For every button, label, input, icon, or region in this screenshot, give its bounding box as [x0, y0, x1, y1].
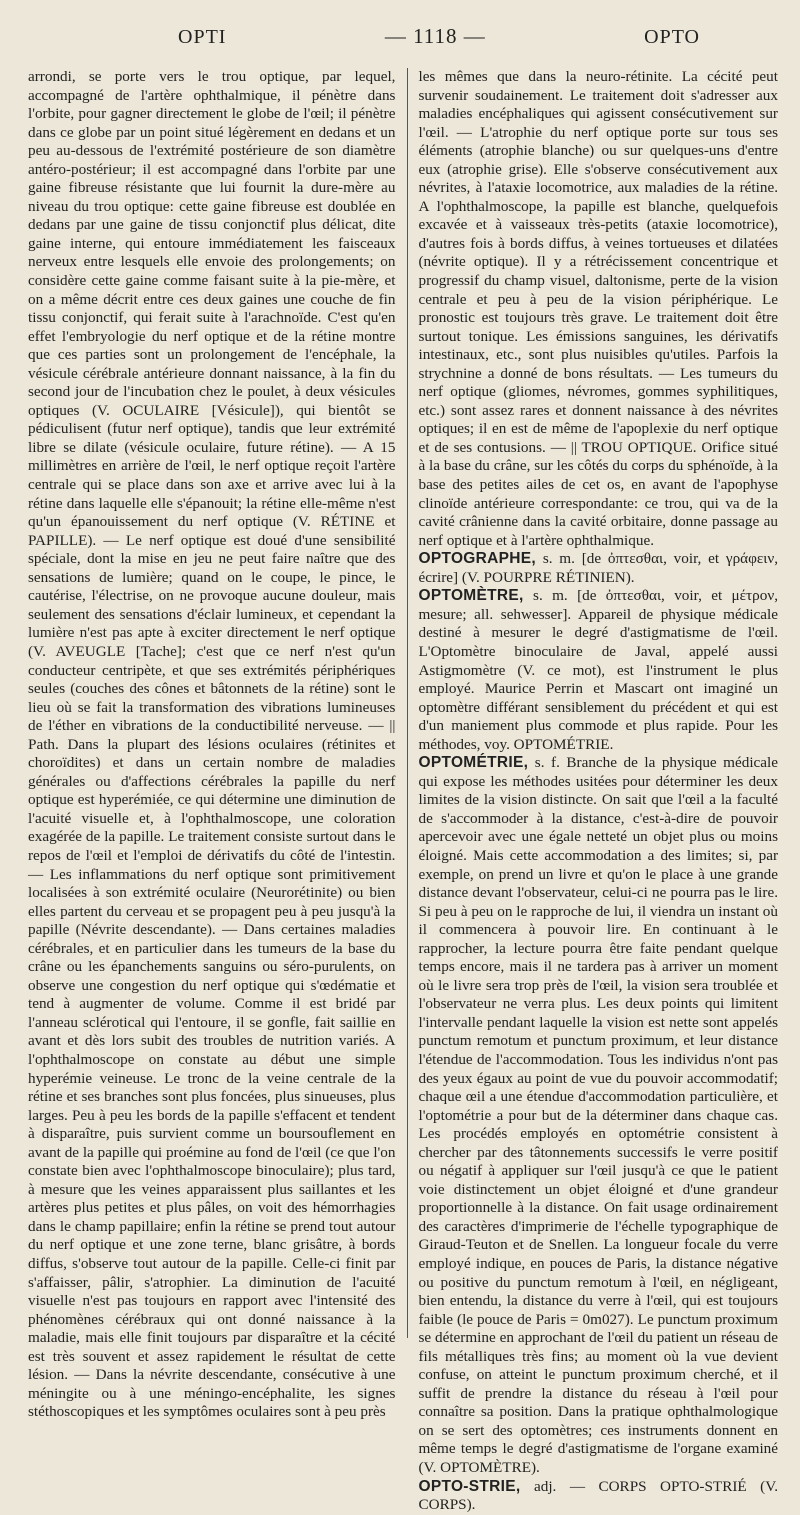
header-left-word: OPTI [178, 26, 227, 48]
right-column [407, 68, 779, 1514]
entry-optometrie [418, 754, 778, 1477]
right-column-continuation: les mêmes que dans la neuro-rétinite. La cécité peut survenir soudainement. Le traitement doit s'adresser aux maladies encéphaliques qui agissent consécutivement sur l'œil. — L'atrophie du nerf optique porte sur tous ses éléments (atrophie blanche) ou sur quelques-uns d'entre eux (atrophie grise). Elle s'observe consécutivement aux névrites, à l'ataxie locomotrice, aux maladies de la rétine. A l'ophthalmoscope, la papille est blanche, quelquefois excavée et à vaisseaux très-petits (ataxie locomotrice), d'autres fois à bords diffus, à veines tortueuses et dilatées (névrite optique). Il y a rétrécissement concentrique et progressif du champ visuel, daltonisme, perte de la vision centrale et peu à peu de la vision périphérique. Le pronostic est toujours très grave. Le traitement doit être surtout tonique. Les émissions sanguines, les dérivatifs intestinaux, etc., sont plus nuisibles qu'utiles. Parfois la strychnine a donné de bons résultats. — Les tumeurs du nerf optique (gliomes, névromes, gommes syphilitiques, etc.) sont assez rares et donnent naissance à des névrites optiques; il en est de même de l'apoplexie du nerf optique et de ses contusions. — || TROU OPTIQUE. Orifice situé à la base du crâne, sur les côtés du corps du sphénoïde, à la base des petites ailes de cet os, en avant de l'apophyse clinoïde antérieure correspondante: ce trou, qui va de la cavité crânienne dans la cavité orbitaire, donne passage au nerf optique et à l'artère ophthalmique. [418, 68, 778, 549]
entry-body-optometrie: s. f. Branche de la physique médicale qui expose les méthodes usitées pour déterminer les deux limites de la vision distincte. On sait que l'œil a la faculté de s'accommoder à la distance, c'est-à-dire de pouvoir apercevoir avec une égale netteté un objet plus ou moins éloigné. Mais cette accommodation a des limites; si, par exemple, on prend un livre et qu'on le place à une grande distance devant l'observateur, celui-ci ne pourra pas le lire. Si peu à peu on le rapproche de lui, il viendra un instant où il commencera à pouvoir lire. En continuant à le rapprocher, la lecture pourra être faite pendant quelque temps encore, mais il ne tardera pas à arriver un moment où le livre sera trop près de l'œil, la vision sera troublée et l'observateur ne verra plus. Les deux points qui limitent l'intervalle pendant laquelle la vision est nette sont appelés punctum remotum et punctum proximum, et leur distance l'étendue de l'accommodation. Tous les individus n'ont pas des yeux égaux au point de vue du pouvoir accommodatif; chaque œil a une étendue d'accommodation particulière, et l'optométrie a pour but de la déterminer dans chaque cas. Les procédés employés en optométrie consistent à chercher par des tâtonnements successifs le verre positif ou négatif à appliquer sur l'œil jusqu'à ce que le patient voie distinctement un objet éloigné et d'une grandeur proportionnelle à la distance. On fait usage ordinairement des caractères d'imprimerie de l'échelle typographique de Giraud-Teuton et de Snellen. La longueur focale du verre employé indique, en pouces de Paris, la distance négative ou positive du punctum remotum à l'œil, en négligeant, bien entendu, la distance du verre à l'œil, qui est toujours faible (le pouce de Paris = 0m027). Le punctum proximum se détermine en approchant de l'œil du patient un réseau de fils métalliques très fins; au moment où la vue devient confuse, on atteint le punctum proximum cherché, et il suffit de prendre la distance du réseau à l'œil pour connaître sa position. Dans la pratique ophthalmologique on se sert des optomètres; ces instruments donnent en même temps le degré d'astigmatisme de l'organe examiné (V. OPTOMÈTRE). [418, 754, 778, 1477]
headword-optometrie: OPTOMÉTRIE, [418, 754, 529, 772]
entry-body-opto-strie: adj. — CORPS OPTO-STRIÉ (V. CORPS). [418, 1477, 779, 1514]
text-columns [28, 68, 779, 1514]
headword-optographe: OPTOGRAPHE, [418, 550, 537, 568]
entry-opto-strie [418, 1478, 778, 1515]
entry-body-optographe: s. m. [de ὀπτεσθαι, voir, et γράφειν, écrire] (V. POURPRE RÉTINIEN). [418, 550, 778, 586]
headword-opto-strie: OPTO-STRIE, [418, 1477, 521, 1495]
entry-body-optometre: s. m. [de ὀπτεσθαι, voir, et μέτρον, mesure; all. sehwesser]. Appareil de physique médicale destiné à mesurer le degré d'astigmatisme de l'œil. L'Optomètre binoculaire de Javal, appelé aussi Astigmomètre (V. ce mot), est l'instrument le plus employé. Maurice Perrin et Mascart ont imaginé un optomètre différant sensiblement du précédent et qui est d'un maniement plus commode et plus rapide. Pour les méthodes, voy. OPTOMÉTRIE. [418, 587, 779, 753]
headword-optometre: OPTOMÈTRE, [418, 587, 524, 605]
entry-optometre [418, 587, 778, 754]
left-column-text: arrondi, se porte vers le trou optique, par lequel, accompagné de l'artère ophthalmique, il pénètre dans l'orbite, pour gagner directement le globe de l'œil; il pénètre dans ce globe par un point situé légèrement en dedans et un peu au-dessous de l'extrémité postérieure de son diamètre antéro-postérieur; il est accompagné dans l'orbite par une gaine fibreuse résistante que lui fournit la dure-mère au niveau du trou optique: cette gaine fibreuse est doublée en dedans par une gaine de tissu conjonctif plus délicat, dite gaine interne, qui entoure immédiatement les faisceaux nerveux entre lesquels elle envoie des prolongements; on considère cette gaine comme faisant suite à la pie-mère, et on a même décrit entre ces deux gaines une couche de fin tissu conjonctif, qui ferait suite à l'arachnoïde. C'est qu'en effet l'embryologie du nerf optique et de la rétine montre que ces parties sont un prolongement de l'encéphale, la vésicule cérébrale antérieure donnant naissance, à la fin du second jour de l'incubation chez le poulet, à deux vésicules optiques (V. OCULAIRE [Vésicule]), qui bientôt se pédiculisent (futur nerf optique), tandis que leur extrémité libre se dilate (vésicule oculaire, future rétine). — A 15 millimètres en arrière de l'œil, le nerf optique reçoit l'artère centrale qui se place dans son axe et arrive avec lui à la rétine dans laquelle elle s'épanouit; la rétine elle-même n'est qu'un épanouissement du nerf optique (V. RÉTINE et PAPILLE). — Le nerf optique est doué d'une sensibilité spéciale, dont la mise en jeu ne peut faire naître que des sensations de lumière; quand on le coupe, le pince, le cautérise, l'électrise, on ne provoque aucune douleur, mais seulement des sensations d'éclair lumineux, et cependant la lumière n'est pas apte à exciter directement le nerf optique (V. AVEUGLE [Tache]; c'est que ce nerf n'est qu'un conducteur centripète, et que ses extrémités périphériques seules (couches des cônes et bâtonnets de la rétine) sont le lieu où se fait la transformation des vibrations lumineuses de l'éther en vibrations de la conductibilité nerveuse. — || Path. Dans la plupart des lésions oculaires (rétinites et choroïdites) et dans un certain nombre de maladies générales ou d'affections cérébrales la papille du nerf optique est hyperémiée, ce qui détermine une diminution de l'acuité visuelle et, à l'ophthalmoscope, une coloration exagérée de la papille. Le traitement consiste surtout dans le repos de l'œil et l'emploi de dérivatifs du côté de l'intestin. — Les inflammations du nerf optique sont primitivement localisées à son extrémité oculaire (Neurorétinite) ou bien elles partent du cerveau et se propagent peu à peu jusqu'à la papille (Névrite descendante). — Dans certaines maladies cérébrales, et en particulier dans les tumeurs de la base du crâne ou les épanchements sanguins ou séro-purulents, on observe une congestion du nerf optique qui s'œdématie et tend à augmenter de volume. Comme il est bridé par l'anneau sclérotical qui l'entoure, il se gonfle, fait saillie en avant et dès lors subit des troubles de nutrition variés. A l'ophthalmoscope on constate au début une simple hyperémie veineuse. Le tronc de la veine centrale de la rétine et ses branches sont plus foncées, plus sinueuses, plus larges. Peu à peu les bords de la papille s'effacent et tendent à disparaître, puis survient comme un boursouflement en avant de la papille qui proémine au fond de l'œil (ce que l'on constate bien avec l'ophthalmoscope binoculaire); plus tard, à mesure que les veines apparaissent plus saillantes et les artères plus petites et plus pâles, on voit des hémorrhagies dans le champ papillaire; enfin la rétine se prend tout autour du nerf optique et une zone terne, blanc grisâtre, à bords diffus, s'observe tout autour de la papille. Celle-ci finit par s'affaisser, pâlir, s'atrophier. La diminution de l'acuité visuelle n'est pas toujours en rapport avec l'intensité des phénomènes cérébraux qui ont donné naissance à la maladie, mais elle finit toujours par disparaître et la cécité est très souvent et assez rapidement le résultat de cette lésion. — Dans la névrite descendante, consécutive à une méningite ou à une méningo-encéphalite, les signes stéthoscopiques et les symptômes oculaires sont à peu près [28, 68, 396, 1421]
running-head [28, 24, 778, 68]
header-right-word: OPTO [644, 26, 700, 48]
left-column [28, 68, 396, 1421]
entry-optographe [418, 550, 778, 587]
page-number: — 1118 — [384, 24, 486, 48]
